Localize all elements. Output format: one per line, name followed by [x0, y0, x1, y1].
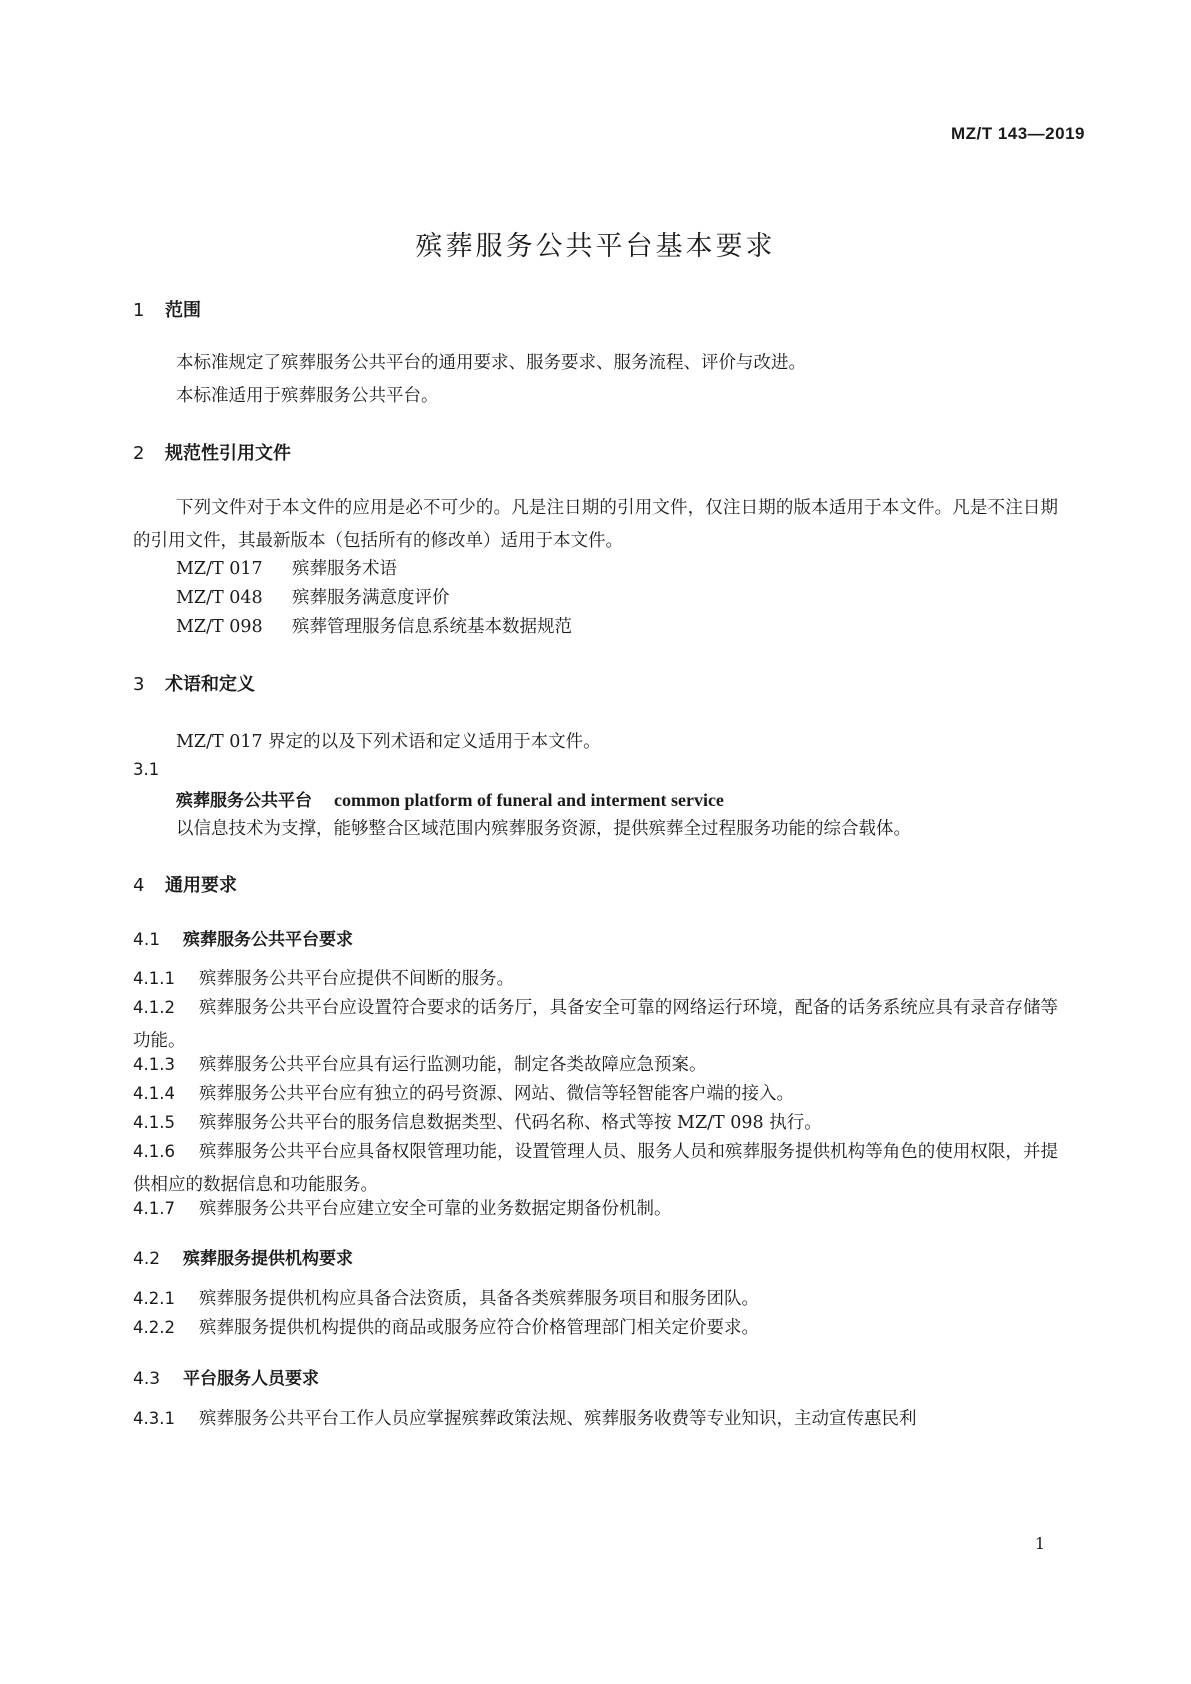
section-number: 2 [133, 443, 145, 464]
reference-code: MZ/T 048 [176, 588, 263, 608]
section-number: 3 [133, 674, 145, 695]
clause-text: 殡葬服务公共平台应有独立的码号资源、网站、微信等轻智能客户端的接入。 [199, 1084, 794, 1104]
subsection-number: 4.3 [133, 1369, 161, 1389]
clause-text: 殡葬服务公共平台应具备权限管理功能，设置管理人员、服务人员和殡葬服务提供机构等角色的使用权限，并提供相应的数据信息和功能服务。 [133, 1142, 1058, 1195]
clause [133, 1192, 1058, 1226]
reference-title: 殡葬服务术语 [292, 559, 397, 579]
clause-text: 殡葬服务公共平台应提供不间断的服务。 [199, 969, 514, 989]
clause-number: 4.1.6 [133, 1142, 175, 1161]
subsection-4-3-heading [133, 1364, 319, 1389]
paragraph: MZ/T 017 界定的以及下列术语和定义适用于本文件。 [176, 732, 601, 752]
normative-reference [176, 613, 572, 638]
clause-number: 4.1.1 [133, 969, 175, 988]
document-title: 殡葬服务公共平台基本要求 [415, 231, 776, 262]
normative-reference [176, 555, 397, 580]
subsection-title: 殡葬服务提供机构要求 [183, 1249, 353, 1269]
clause-text: 殡葬服务公共平台应建立安全可靠的业务数据定期备份机制。 [199, 1199, 672, 1219]
paragraph: 下列文件对于本文件的应用是必不可少的。凡是注日期的引用文件，仅注日期的版本适用于本文件。凡是不注日期的引用文件，其最新版本（包括所有的修改单）适用于本文件。 [133, 498, 1058, 551]
term-english: common platform of funeral and interment service [334, 790, 724, 810]
reference-code: MZ/T 098 [176, 617, 263, 637]
normative-reference [176, 584, 450, 609]
clause-text: 殡葬服务提供机构提供的商品或服务应符合价格管理部门相关定价要求。 [199, 1318, 759, 1338]
section-title: 规范性引用文件 [165, 443, 291, 464]
clause-number: 4.2.2 [133, 1318, 175, 1337]
term-chinese: 殡葬服务公共平台 [176, 791, 312, 811]
paragraph: 本标准适用于殡葬服务公共平台。 [176, 386, 439, 406]
clause-text: 殡葬服务公共平台应具有运行监测功能，制定各类故障应急预案。 [199, 1055, 707, 1075]
paragraph: 本标准规定了殡葬服务公共平台的通用要求、服务要求、服务流程、评价与改进。 [176, 353, 806, 373]
term-definition: 以信息技术为支撑，能够整合区域范围内殡葬服务资源，提供殡葬全过程服务功能的综合载体。 [176, 819, 911, 839]
section-number: 4 [133, 875, 145, 896]
clause-text: 殡葬服务公共平台应设置符合要求的话务厅，具备安全可靠的网络运行环境，配备的话务系统应具有录音存储等功能。 [133, 998, 1058, 1051]
section-3-heading [133, 670, 255, 696]
section-title: 范围 [165, 300, 201, 321]
subsection-number: 4.2 [133, 1249, 161, 1269]
clause [133, 1311, 1058, 1345]
subsection-4-2-heading [133, 1244, 353, 1269]
subsection-4-1-heading [133, 925, 353, 950]
subsection-title: 平台服务人员要求 [183, 1369, 319, 1389]
clause-text: 殡葬服务公共平台的服务信息数据类型、代码名称、格式等按 MZ/T 098 执行。 [199, 1113, 822, 1133]
page-number: 1 [1034, 1534, 1045, 1553]
reference-title: 殡葬管理服务信息系统基本数据规范 [292, 617, 572, 637]
clause-number: 4.2.1 [133, 1289, 175, 1308]
clause-number: 4.1.5 [133, 1113, 175, 1132]
section-2-heading [133, 439, 291, 465]
standard-code: MZ/T 143—2019 [950, 124, 1085, 143]
term-number: 3.1 [133, 760, 160, 779]
section-title: 术语和定义 [165, 674, 255, 695]
reference-code: MZ/T 017 [176, 559, 263, 579]
reference-title: 殡葬服务满意度评价 [292, 588, 450, 608]
clause-text: 殡葬服务提供机构应具备合法资质，具备各类殡葬服务项目和服务团队。 [199, 1289, 759, 1309]
clause-number: 4.3.1 [133, 1409, 175, 1428]
clause-number: 4.1.3 [133, 1055, 175, 1074]
subsection-number: 4.1 [133, 930, 161, 950]
subsection-title: 殡葬服务公共平台要求 [183, 930, 353, 950]
clause-number: 4.1.2 [133, 998, 175, 1017]
clause-text: 殡葬服务公共平台工作人员应掌握殡葬政策法规、殡葬服务收费等专业知识，主动宣传惠民利 [199, 1409, 917, 1429]
section-1-heading [133, 296, 201, 322]
term-heading [176, 786, 724, 811]
section-title: 通用要求 [165, 875, 237, 896]
clause-number: 4.1.7 [133, 1199, 175, 1218]
clause-number: 4.1.4 [133, 1084, 175, 1103]
section-4-heading [133, 871, 237, 897]
clause [133, 1402, 1058, 1436]
section-number: 1 [133, 300, 145, 321]
